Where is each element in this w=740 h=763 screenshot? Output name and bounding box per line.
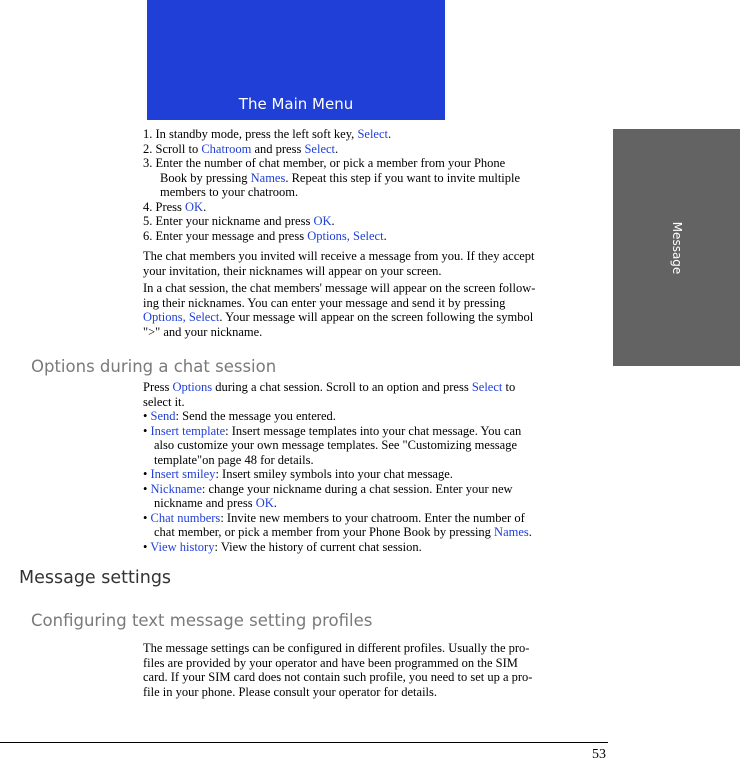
- text-line: [143, 264, 608, 279]
- text-segment: file in your phone. Please consult your operator for details.: [143, 684, 438, 699]
- text-segment: files are provided by your operator and have been programmed on the SIM: [143, 655, 518, 670]
- ui-term: Insert template: [150, 423, 226, 438]
- text-segment: ing their nicknames. You can enter your message and send it by pressing: [143, 295, 506, 310]
- text-segment: Book by pressing: [160, 170, 251, 185]
- text-segment: •: [143, 510, 151, 525]
- text-segment: .: [203, 199, 207, 214]
- screen-title: The Main Menu: [238, 95, 354, 113]
- text-segment: to: [502, 380, 516, 394]
- steps-list: [143, 127, 608, 243]
- ui-term: Nickname: [150, 481, 202, 496]
- bullet-line: [143, 467, 608, 482]
- ui-term: Names: [250, 170, 286, 185]
- text-segment: •: [143, 481, 151, 496]
- text-line: [143, 310, 608, 325]
- step-line: [143, 200, 608, 215]
- ui-term: Chat numbers: [150, 510, 221, 525]
- invite-paragraph: [143, 249, 608, 278]
- heading-message-settings: Message settings: [19, 568, 172, 588]
- text-segment: The message settings can be configured in different profiles. Usually the pro-: [143, 641, 530, 655]
- page-number: 53: [592, 747, 606, 762]
- text-segment: 1. In standby mode, press the left soft key,: [143, 127, 358, 141]
- text-segment: ">" and your nickname.: [143, 324, 263, 339]
- ui-term: Select: [471, 380, 503, 394]
- ui-term: Names: [494, 525, 529, 539]
- text-segment: : Invite new members to your chatroom. Enter the number of: [220, 510, 525, 525]
- ui-term: View history: [150, 539, 215, 554]
- options-list: [143, 380, 608, 554]
- text-segment: : Send the message you entered.: [175, 409, 336, 423]
- text-segment: •: [143, 467, 151, 481]
- text-segment: your invitation, their nicknames will appear on your screen.: [143, 263, 442, 278]
- bullet-line: [143, 438, 608, 453]
- text-line: [143, 685, 608, 700]
- text-segment: .: [528, 525, 532, 539]
- text-segment: . Your message will appear on the screen following the symbol: [219, 310, 534, 324]
- text-segment: select it.: [143, 394, 185, 409]
- step-line: [143, 142, 608, 157]
- bullet-line: [143, 409, 608, 424]
- text-line: [143, 249, 608, 264]
- text-segment: Press: [143, 380, 173, 394]
- step-line: [143, 214, 608, 229]
- step-line: [143, 171, 608, 186]
- text-segment: .: [383, 228, 387, 243]
- bullet-line: [143, 424, 608, 439]
- text-line: [143, 395, 608, 410]
- text-segment: .: [335, 141, 339, 156]
- text-segment: .: [273, 496, 277, 510]
- bullet-line: [143, 453, 608, 468]
- bullet-line: [143, 540, 608, 555]
- text-segment: nickname and press: [154, 496, 256, 510]
- text-line: [143, 281, 608, 296]
- footer-rule: [0, 742, 608, 743]
- ui-term: Chatroom: [201, 141, 252, 156]
- text-segment: 4. Press: [143, 199, 186, 214]
- ui-term: Options, Select: [143, 310, 220, 324]
- text-segment: The chat members you invited will receive a message from you. If they accept: [143, 249, 535, 263]
- text-segment: . Repeat this step if you want to invite multiple: [285, 170, 521, 185]
- text-line: [143, 296, 608, 311]
- ui-term: Insert smiley: [150, 467, 216, 481]
- text-line: [143, 380, 608, 395]
- section-tab: [613, 129, 740, 366]
- ui-term: Select: [357, 127, 388, 141]
- heading-profiles: Configuring text message setting profiles: [31, 611, 373, 630]
- bullet-line: [143, 525, 608, 540]
- step-line: [143, 185, 608, 200]
- text-segment: : change your nickname during a chat session. Enter your new: [201, 481, 513, 496]
- session-paragraph: [143, 281, 608, 339]
- text-segment: .: [387, 127, 392, 141]
- text-segment: also customize your own message templates. See "Customizing message: [154, 438, 518, 452]
- text-segment: 3. Enter the number of chat member, or pick a member from your Phone: [143, 156, 506, 170]
- text-segment: 6. Enter your message and press: [143, 228, 308, 243]
- text-segment: •: [143, 539, 151, 554]
- ui-term: OK: [313, 214, 332, 228]
- text-segment: during a chat session. Scroll to an option and press: [212, 380, 472, 394]
- ui-term: Options: [172, 380, 213, 394]
- text-segment: 2. Scroll to: [143, 141, 202, 156]
- ui-term: Send: [150, 409, 176, 423]
- text-segment: : Insert message templates into your chat message. You can: [225, 423, 522, 438]
- text-segment: members to your chatroom.: [160, 185, 299, 199]
- text-line: [143, 641, 608, 656]
- text-segment: 5. Enter your nickname and press: [143, 214, 314, 228]
- main-menu-screen: [147, 0, 445, 120]
- text-segment: •: [143, 409, 151, 423]
- text-segment: template"on page 48 for details.: [154, 452, 314, 467]
- ui-term: OK: [255, 496, 274, 510]
- heading-options: Options during a chat session: [31, 357, 277, 376]
- text-line: [143, 325, 608, 340]
- profiles-paragraph: [143, 641, 608, 699]
- step-line: [143, 156, 608, 171]
- ui-term: Options, Select: [307, 228, 384, 243]
- section-tab-label: Message: [669, 221, 684, 274]
- text-line: [143, 670, 608, 685]
- step-line: [143, 127, 608, 142]
- text-line: [143, 656, 608, 671]
- text-segment: : View the history of current chat session.: [214, 539, 422, 554]
- text-segment: chat member, or pick a member from your Phone Book by pressing: [154, 525, 495, 539]
- ui-term: Select: [304, 141, 336, 156]
- step-line: [143, 229, 608, 244]
- text-segment: In a chat session, the chat members' message will appear on the screen follow-: [143, 281, 536, 295]
- text-segment: •: [143, 423, 151, 438]
- bullet-line: [143, 482, 608, 497]
- text-segment: .: [331, 214, 335, 228]
- text-segment: card. If your SIM card does not contain such profile, you need to set up a pro-: [143, 670, 533, 684]
- bullet-line: [143, 496, 608, 511]
- text-segment: : Insert smiley symbols into your chat message.: [215, 467, 453, 481]
- ui-term: OK: [185, 199, 204, 214]
- bullet-line: [143, 511, 608, 526]
- text-segment: and press: [251, 141, 305, 156]
